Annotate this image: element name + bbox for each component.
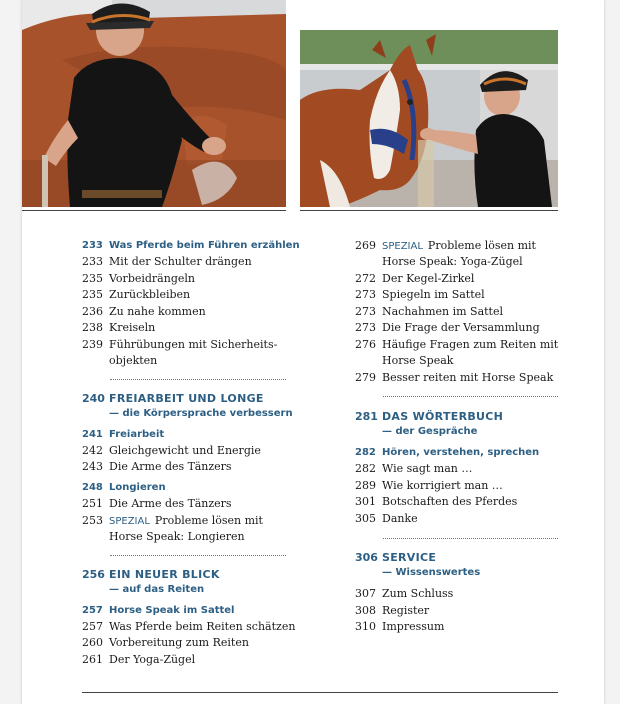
subsection-title: Was Pferde beim Führen erzählen <box>109 240 300 251</box>
page-number: 273 <box>355 321 376 334</box>
book-page <box>22 0 604 704</box>
entry-title: Danke <box>382 512 418 525</box>
page-number: 241 <box>82 429 103 440</box>
entry-title: Mit der Schulter drängen <box>109 255 252 268</box>
page-number: 257 <box>82 605 103 616</box>
entry-title: Impressum <box>382 620 445 633</box>
entry-title-continued: Horse Speak: Yoga-Zügel <box>382 255 523 268</box>
page-number: 305 <box>355 512 376 525</box>
page-number: 257 <box>82 620 103 633</box>
page-number: 235 <box>82 272 103 285</box>
entry-title: Führübungen mit Sicherheits- <box>109 338 278 351</box>
entry-title: Kreiseln <box>109 321 156 334</box>
page-number: 256 <box>82 568 105 581</box>
page-number: 307 <box>355 587 376 600</box>
page-number: 238 <box>82 321 103 334</box>
page-number: 306 <box>355 551 378 564</box>
photo-rule-left <box>22 210 286 211</box>
entry-title: Botschaften des Pferdes <box>382 495 518 508</box>
page-number: 301 <box>355 495 376 508</box>
page-number: 242 <box>82 444 103 457</box>
entry-title: Gleichgewicht und Energie <box>109 444 261 457</box>
page-number: 260 <box>82 636 103 649</box>
section-title: FREIARBEIT UND LONGE <box>109 392 264 405</box>
section-title: EIN NEUER BLICK <box>109 568 220 581</box>
page-number: 273 <box>355 305 376 318</box>
page-number: 236 <box>82 305 103 318</box>
entry-title-continued: objekten <box>109 354 158 367</box>
entry-title: Zu nahe kommen <box>109 305 206 318</box>
dotted-separator <box>383 396 558 397</box>
subsection-title: Longieren <box>109 482 166 493</box>
page-number: 272 <box>355 272 376 285</box>
entry-title: Was Pferde beim Reiten schätzen <box>109 620 296 633</box>
page-number: 276 <box>355 338 376 351</box>
subsection-title: Freiarbeit <box>109 429 165 440</box>
page-number: 243 <box>82 460 103 473</box>
page-number: 240 <box>82 392 105 405</box>
entry-title: Der Kegel-Zirkel <box>382 272 475 285</box>
entry-title: Vorbeidrängeln <box>109 272 195 285</box>
entry-title: Wie sagt man … <box>382 462 473 475</box>
entry-title: Register <box>382 604 430 617</box>
entry-title: Zurückbleiben <box>109 288 191 301</box>
page-number: 239 <box>82 338 103 351</box>
page-number: 282 <box>355 447 376 458</box>
entry-title: Nachahmen im Sattel <box>382 305 503 318</box>
photo-trainer-with-horse-right <box>300 30 558 207</box>
entry-title: Zum Schluss <box>382 587 454 600</box>
entry-title: Wie korrigiert man … <box>382 479 503 492</box>
section-subtitle: — Wissenswertes <box>382 567 481 578</box>
page-number: 310 <box>355 620 376 633</box>
section-subtitle: — die Körpersprache verbessern <box>109 408 293 419</box>
bottom-rule <box>82 692 558 693</box>
dotted-separator <box>383 538 558 539</box>
entry-title-continued: Horse Speak <box>382 354 454 367</box>
section-title: SERVICE <box>382 551 437 564</box>
entry-title: Spiegeln im Sattel <box>382 288 485 301</box>
page-number: 273 <box>355 288 376 301</box>
subsection-title: Horse Speak im Sattel <box>109 605 235 616</box>
page-number: 261 <box>82 653 103 666</box>
page-number: 269 <box>355 239 376 252</box>
entry-title: Der Yoga-Zügel <box>109 653 196 666</box>
dotted-separator <box>110 555 286 556</box>
entry-title: Probleme lösen mit <box>154 514 263 527</box>
page-number: 282 <box>355 462 376 475</box>
entry-title: Die Arme des Tänzers <box>109 497 232 510</box>
page-number: 281 <box>355 410 378 423</box>
photo-trainer-with-horse-left <box>22 0 286 207</box>
page-number: 233 <box>82 240 103 251</box>
subsection-title: Hören, verstehen, sprechen <box>382 447 540 458</box>
entry-title: Probleme lösen mit <box>427 239 536 252</box>
entry-title-continued: Horse Speak: Longieren <box>109 530 245 543</box>
entry-title: Die Arme des Tänzers <box>109 460 232 473</box>
section-title: DAS WÖRTERBUCH <box>382 410 504 423</box>
page-number: 289 <box>355 479 376 492</box>
entry-title: Vorbereitung zum Reiten <box>109 636 249 649</box>
page-number: 253 <box>82 514 103 527</box>
section-subtitle: — auf das Reiten <box>109 584 205 595</box>
spezial-label: SPEZIAL <box>382 241 423 252</box>
page-number: 235 <box>82 288 103 301</box>
page-number: 279 <box>355 371 376 384</box>
spezial-label: SPEZIAL <box>109 516 150 527</box>
page-number: 248 <box>82 482 103 493</box>
page-number: 308 <box>355 604 376 617</box>
photo-rule-right <box>300 210 558 211</box>
page-number: 251 <box>82 497 103 510</box>
page-number: 233 <box>82 255 103 268</box>
entry-title: Besser reiten mit Horse Speak <box>382 371 554 384</box>
section-subtitle: — der Gespräche <box>382 426 478 437</box>
entry-title: Die Frage der Versammlung <box>382 321 540 334</box>
dotted-separator <box>110 379 286 380</box>
entry-title: Häufige Fragen zum Reiten mit <box>382 338 559 351</box>
